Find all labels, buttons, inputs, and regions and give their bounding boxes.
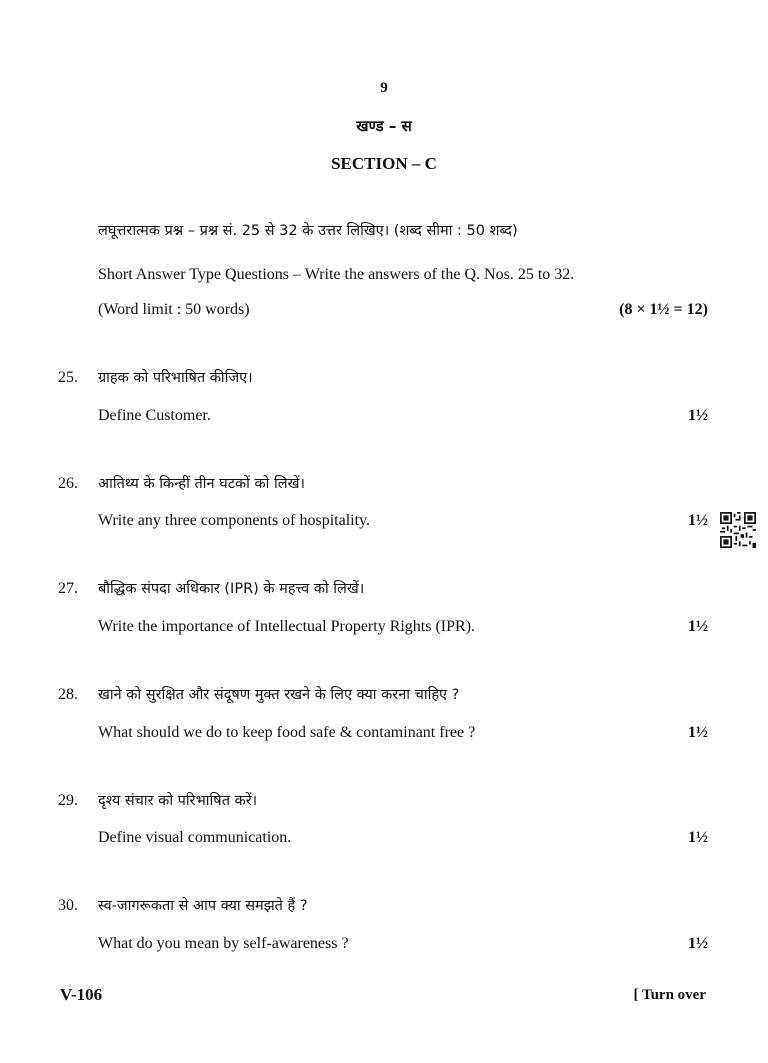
total-marks: (8 × 1½ = 12) [619, 301, 708, 318]
question-english: Write the importance of Intellectual Property Rights (IPR). [98, 618, 476, 635]
question-hindi: बौद्धिक संपदा अधिकार (IPR) के महत्त्व को लिखें। [98, 581, 365, 597]
question-marks: 1½ [688, 407, 708, 424]
paper-code: V-106 [60, 985, 103, 1004]
section-title-english: SECTION – C [331, 154, 437, 173]
question-number: 27. [58, 580, 78, 597]
question-marks: 1½ [688, 618, 708, 635]
question-number: 29. [58, 792, 78, 809]
question-marks: 1½ [688, 829, 708, 846]
question-marks: 1½ [688, 512, 708, 529]
question-marks: 1½ [688, 935, 708, 952]
question-english: What should we do to keep food safe & contaminant free ? [98, 724, 476, 741]
section-title-hindi: खण्ड – स [356, 117, 412, 135]
instructions-english: Short Answer Type Questions – Write the answers of the Q. Nos. 25 to 32. [98, 266, 575, 283]
question-number: 26. [58, 475, 78, 492]
question-english: Define Customer. [98, 407, 211, 424]
question-marks: 1½ [688, 724, 708, 741]
word-limit: (Word limit : 50 words) [98, 301, 250, 318]
question-hindi: आतिथ्य के किन्हीं तीन घटकों को लिखें। [98, 476, 305, 492]
question-hindi: स्व-जागरूकता से आप क्या समझते हैं ? [98, 898, 308, 914]
question-number: 25. [58, 369, 78, 386]
page-number: 9 [380, 80, 388, 96]
qr-code-icon [720, 512, 756, 548]
instructions-hindi: लघूत्तरात्मक प्रश्न – प्रश्न सं. 25 से 32 के उत्तर लिखिए। (शब्द सीमा : 50 शब्द) [98, 223, 518, 239]
question-number: 28. [58, 686, 78, 703]
turn-over-note: [ Turn over [633, 987, 706, 1003]
question-english: Define visual communication. [98, 829, 292, 846]
question-hindi: ग्राहक को परिभाषित कीजिए। [98, 370, 253, 386]
question-hindi: खाने को सुरक्षित और संदूषण मुक्त रखने के लिए क्या करना चाहिए ? [98, 687, 460, 703]
question-english: Write any three components of hospitality. [98, 512, 371, 529]
question-number: 30. [58, 897, 78, 914]
question-english: What do you mean by self-awareness ? [98, 935, 349, 952]
question-hindi: दृश्य संचार को परिभाषित करें। [98, 793, 258, 809]
